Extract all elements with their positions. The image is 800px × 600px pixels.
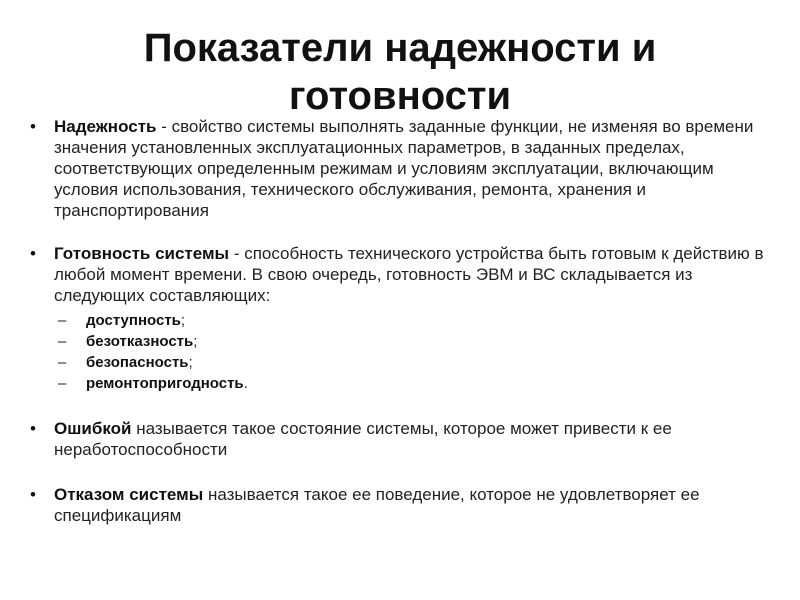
dash-icon: – [58,375,67,392]
item-term: Отказом системы [54,485,204,504]
dash-icon: – [58,354,67,371]
list-item-failsafe [28,331,768,352]
item-readiness [28,243,768,306]
subitem-punct: ; [193,333,198,350]
item-text: называется такое состояние системы, которое может привести к ее неработоспособности [54,419,672,459]
subitem-punct: . [243,375,248,392]
bullet-icon: • [30,244,36,263]
content [28,116,768,526]
subitem-punct: ; [188,354,193,371]
subitem-term: безопасность [86,354,189,371]
item-term: Ошибкой [54,419,132,438]
slide-title [0,24,800,120]
subitem-term: безотказность [86,333,194,350]
item-text: - способность технического устройства быть готовым к действию в любой момент времени. В свою очередь, готовность ЭВМ и ВС складывается из следующих составляющих: [54,244,764,305]
list-item-availability [28,310,768,331]
subitem-punct: ; [180,312,186,329]
item-term: Надежность [54,117,157,136]
item-text: - свойство системы выполнять заданные функции, не изменяя во времени значения установленных эксплуатационных параметров, в заданных пределах, соответствующих определенным режимам и условиям эксплуатации, включающим условия использования, технического обслуживания, ремонта, хранения и транспортирования [54,117,754,220]
title-line-2: готовности [288,74,512,118]
bullet-icon: • [30,485,36,504]
bullet-icon: • [30,117,36,136]
subitem-term: доступность [86,312,181,329]
item-text: называется такое ее поведение, которое не удовлетворяет ее спецификациям [54,485,700,525]
item-failure [28,484,768,526]
list-item-safety [28,352,768,373]
dash-icon: – [58,312,67,329]
readiness-components-list [28,310,768,394]
title-line-1: Показатели надежности и [143,26,657,70]
dash-icon: – [58,333,67,350]
list-item-maintainability [28,373,768,394]
subitem-term: ремонтопригодность [86,375,244,392]
item-reliability [28,116,768,221]
item-error [28,418,768,460]
bullet-icon: • [30,419,36,438]
item-term: Готовность системы [54,244,230,263]
